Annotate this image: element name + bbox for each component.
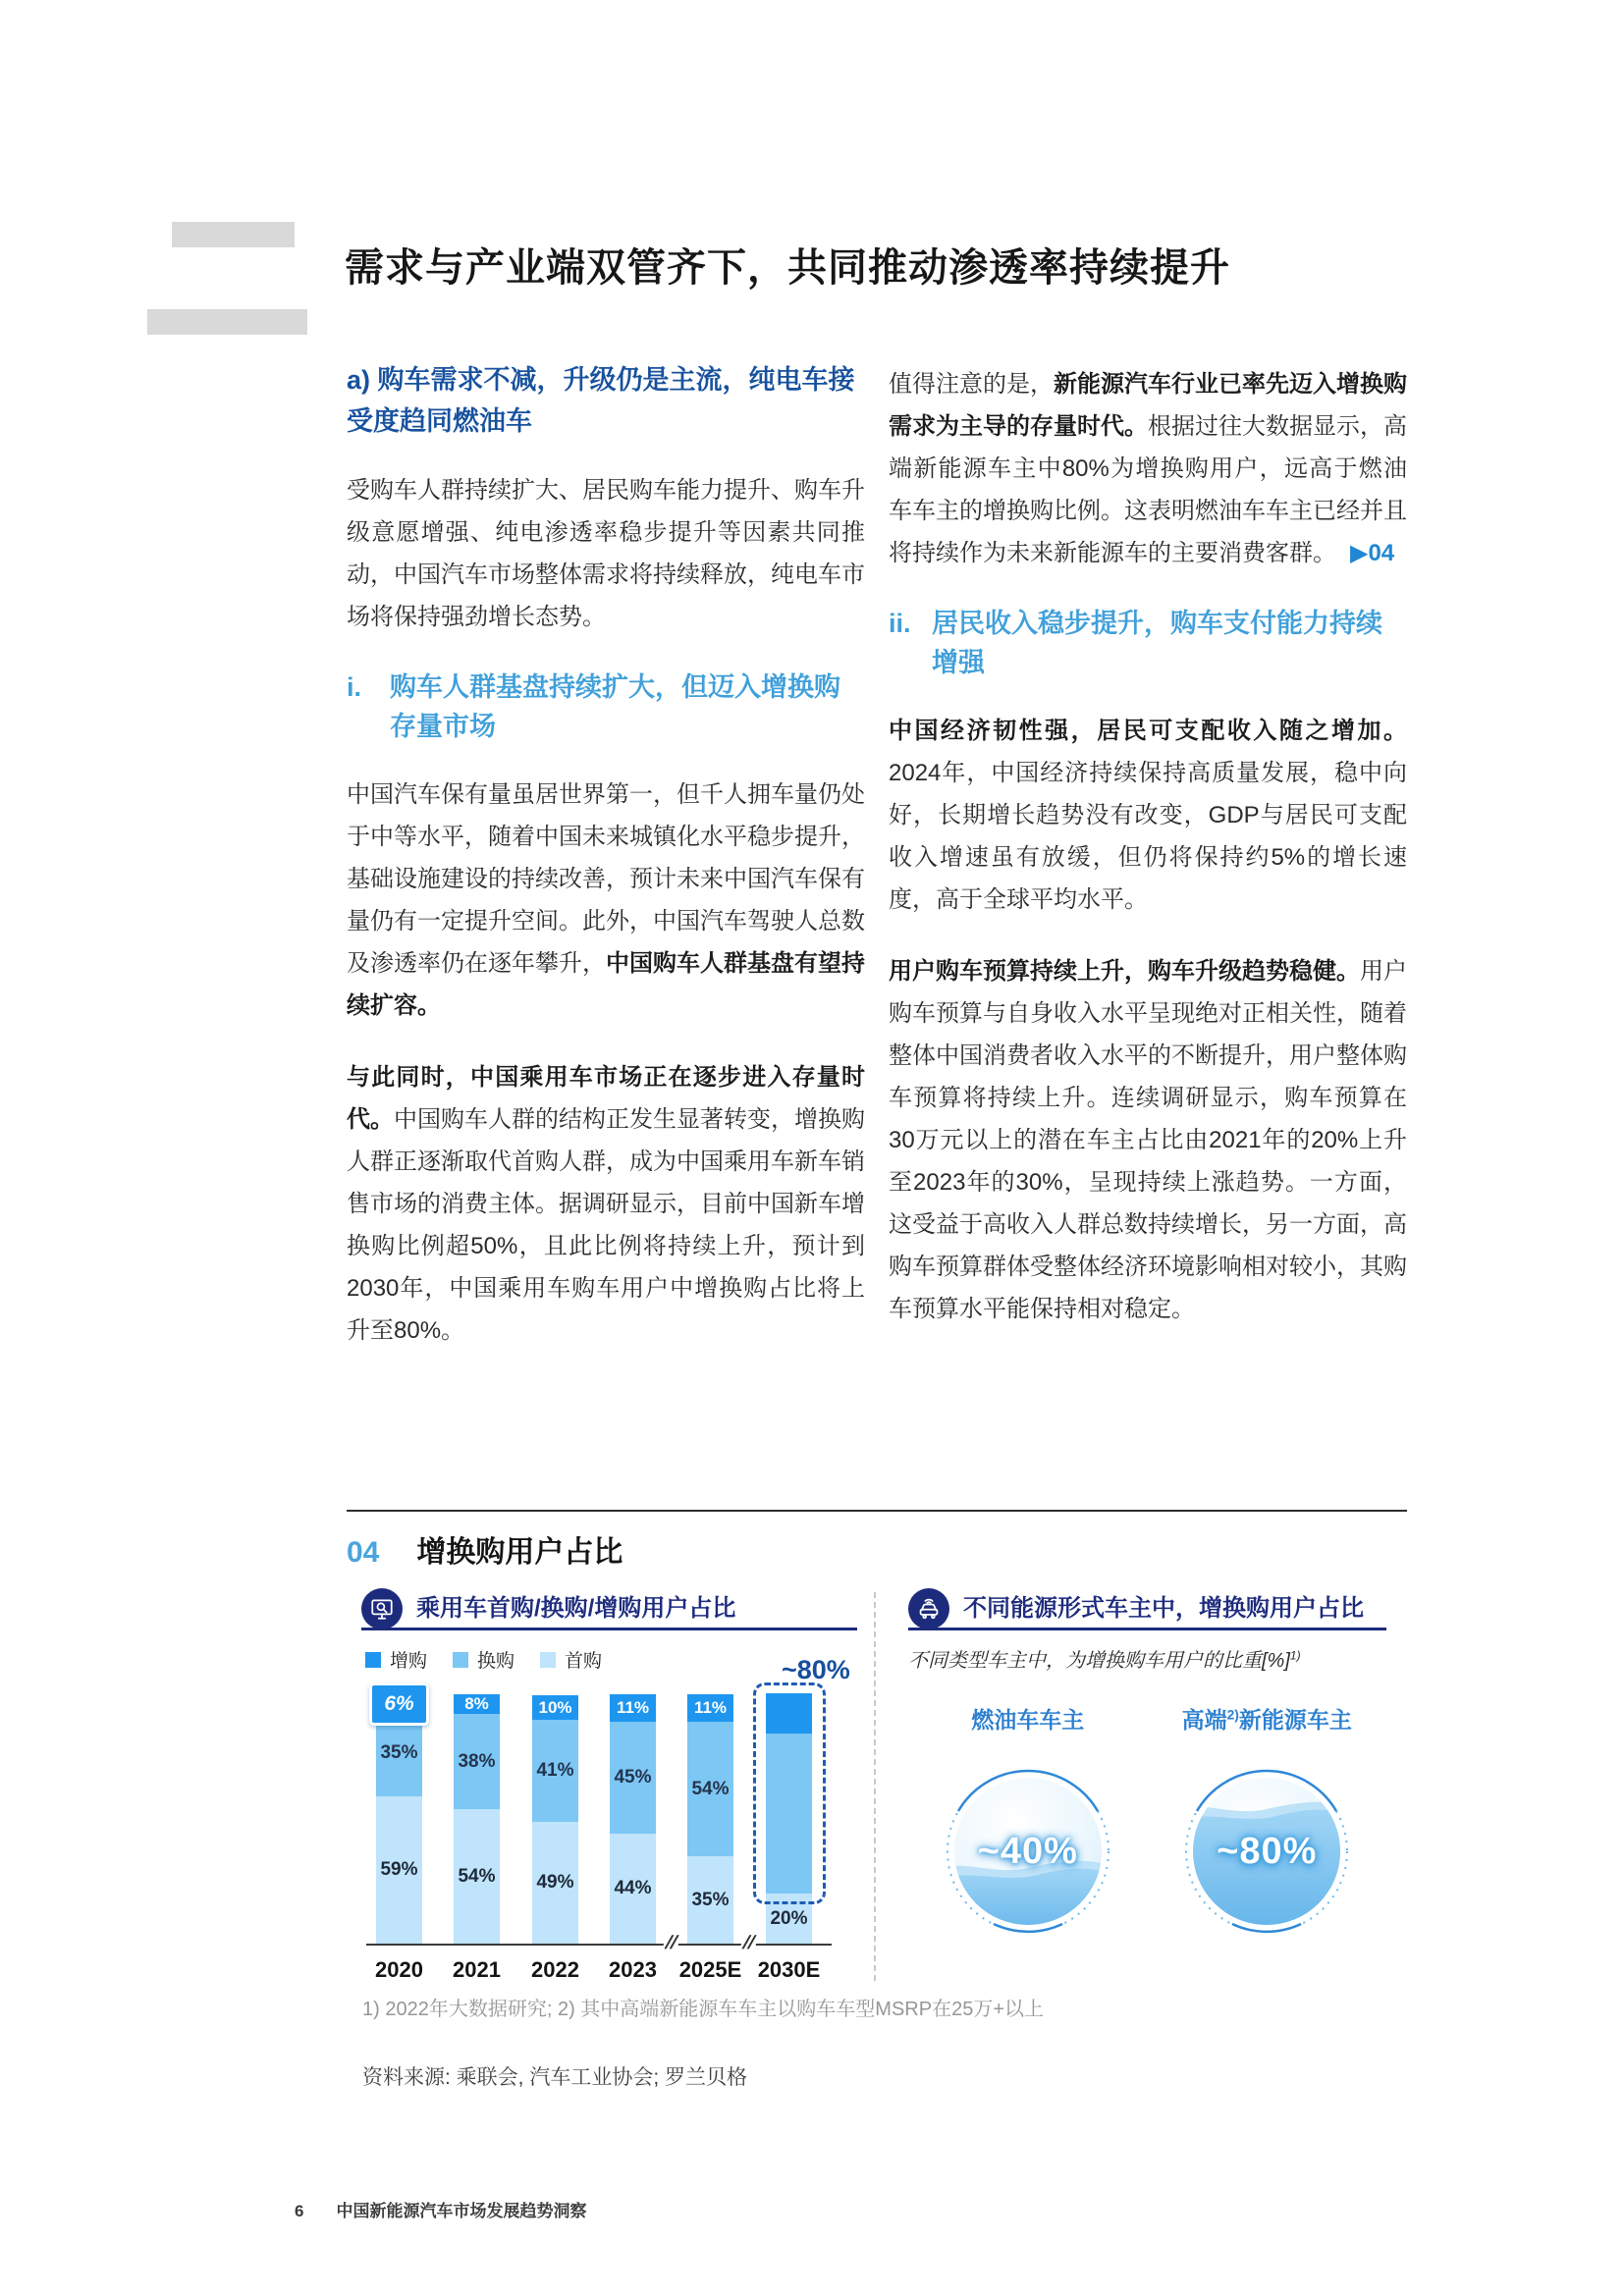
source-line: 资料来源: 乘联会, 汽车工业协会; 罗兰贝格 xyxy=(362,2066,748,2089)
exhibit-number: 04 xyxy=(347,1536,380,1569)
footer-doc-title: 中国新能源汽车市场发展趋势洞察 xyxy=(336,2202,587,2220)
bar-segment-首购 xyxy=(454,1809,500,1944)
paragraph-i-2: 与此同时，中国乘用车市场正在逐步进入存量时代。中国购车人群的结构正发生显著转变，增换购人群正逐渐取代首购人群，成为中国乘用车新车销售市场的消费主体。据调研显示，目前中国新车增换购比例超50%，且此比例将持续上升，预计到2030年，中国乘用车购车用户中增换购占比将上升至80%。 xyxy=(347,1064,865,1344)
panel-header xyxy=(908,1590,1386,1630)
chart-title: 乘用车首购/换购/增购用户占比 xyxy=(416,1595,736,1622)
legend-label: 增购 xyxy=(390,1651,428,1672)
legend-swatch xyxy=(365,1652,381,1668)
paragraph-ii-2: 用户购车预算持续上升，购车升级趋势稳健。用户购车预算与自身收入水平呈现绝对正相关性，随着整体中国消费者收入水平的不断提升，用户整体购车预算将持续上升。连续调研显示，购车预算在30万元以上的潜在车主占比由2021年的20%上升至2023年的30%，呈现持续上涨趋势。一方面，这受益于高收入人群总数持续增长，另一方面，高购车预算群体受整体经济环境影响相对较小，其购车预算水平能保持相对稳定。 xyxy=(889,958,1407,1322)
bar-segment-换购 xyxy=(532,1720,578,1822)
x-axis-label: 2020 xyxy=(375,1957,423,1982)
monitor-magnifier-icon xyxy=(361,1588,403,1629)
exhibit-title: 增换购用户占比 xyxy=(416,1536,623,1569)
right-text-column xyxy=(889,363,1407,1360)
legend-item xyxy=(365,1646,427,1673)
bar-segment-换购 xyxy=(687,1722,733,1856)
legend-swatch xyxy=(453,1652,468,1668)
left-text-column xyxy=(347,359,865,1381)
value-label: 10% xyxy=(538,1697,572,1717)
paragraph-intro: 受购车人群持续扩大、居民购车能力提升、购车升级意愿增强、纯电渗透率稳步提升等因素共同推动，中国汽车市场整体需求将持续释放，纯电车市场将保持强劲增长态势。 xyxy=(347,477,865,630)
x-axis-label: 2030E xyxy=(757,1957,821,1982)
chart-subtitle: 不同类型车主中，为增换购车用户的比重[%]$^{1)}$ xyxy=(908,1648,1301,1672)
value-label: 49% xyxy=(536,1872,574,1893)
gauge-group xyxy=(1148,1702,1387,1935)
subsection-heading-i xyxy=(347,667,865,746)
gauge-label: 高端$^{2)}$新能源车主 xyxy=(1181,1707,1352,1733)
exhibit-header xyxy=(347,1527,623,1571)
water-sphere-gauge xyxy=(1183,1768,1350,1935)
page-title: 需求与产业端双管齐下，共同推动渗透率持续提升 xyxy=(345,245,1230,290)
car-network-icon xyxy=(908,1588,949,1629)
value-label: 35% xyxy=(691,1889,730,1910)
x-axis-label: 2022 xyxy=(531,1957,579,1982)
value-label: 54% xyxy=(691,1778,730,1799)
section-divider-line xyxy=(347,1510,1407,1512)
subsection-heading-ii xyxy=(889,604,1407,682)
value-label: 38% xyxy=(458,1750,496,1772)
axis-break-mark: // xyxy=(662,1933,679,1954)
bar-segment-首购 xyxy=(687,1856,733,1944)
bar-segment-增购 xyxy=(532,1695,578,1720)
value-label: 41% xyxy=(536,1760,574,1781)
footnote: 1) 2022年大数据研究; 2) 其中高端新能源车车主以购车车型MSRP在25万+以上 xyxy=(362,1999,1044,2020)
page-footer xyxy=(295,2197,586,2221)
gauge-label: 燃油车车主 xyxy=(971,1707,1085,1733)
legend-label: 换购 xyxy=(477,1651,515,1672)
bar-2020 xyxy=(376,1694,422,1944)
bar-segment-首购 xyxy=(532,1822,578,1944)
annotation-dashed-box xyxy=(753,1682,826,1904)
gauge-value: ~80% xyxy=(1217,1830,1318,1872)
x-axis-label: 2025E xyxy=(678,1957,742,1982)
value-label: 11% xyxy=(693,1698,728,1717)
bar-2021 xyxy=(454,1694,500,1944)
x-axis-label: 2023 xyxy=(609,1957,657,1982)
legend-item xyxy=(540,1646,602,1673)
bar-segment-首购 xyxy=(376,1796,422,1944)
bar-segment-增购 xyxy=(376,1692,422,1715)
value-label: 59% xyxy=(380,1859,418,1880)
water-sphere-gauge xyxy=(945,1768,1111,1935)
highlight-value-tag: 6% xyxy=(369,1682,429,1726)
stacked-bar-chart-panel xyxy=(361,1590,857,1987)
section-heading-a: a) 购车需求不减，升级仍是主流，纯电车接受度趋同燃油车 xyxy=(347,365,855,436)
decorative-gray-bar xyxy=(172,222,295,247)
axis-break-mark: // xyxy=(739,1933,757,1954)
bar-segment-增购 xyxy=(454,1694,500,1714)
value-label: 11% xyxy=(616,1698,650,1717)
panel-divider xyxy=(874,1592,876,1981)
paragraph-ii-1: 中国经济韧性强，居民可支配收入随之增加。2024年，中国经济持续保持高质量发展，稳中向好，长期增长趋势没有改变，GDP与居民可支配收入增速虽有放缓，但仍将保持约5%的增长速度，高于全球平均水平。 xyxy=(889,718,1407,913)
bar-2025E xyxy=(687,1694,733,1944)
bar-segment-换购 xyxy=(610,1722,656,1834)
panel-header xyxy=(361,1590,857,1630)
bar-segment-增购 xyxy=(610,1694,656,1722)
x-axis-label: 2021 xyxy=(453,1957,501,1982)
subsection-title: 居民收入稳步提升，购车支付能力持续增强 xyxy=(932,609,1382,677)
gauge-circles-panel xyxy=(908,1590,1386,1935)
value-label: 44% xyxy=(614,1878,652,1898)
x-axis-labels xyxy=(361,1957,857,1987)
paragraph-note: 值得注意的是，新能源汽车行业已率先迈入增换购需求为主导的存量时代。根据过往大数据显示，高端新能源车主中80%为增换购用户，远高于燃油车车主的增换购比例。这表明燃油车车主已经并且将持续作为未来新能源车的主要消费客群。 ▶04 xyxy=(889,371,1407,566)
subsection-number: i. xyxy=(347,672,362,702)
decorative-gray-bar xyxy=(147,309,307,335)
chart-title: 不同能源形式车主中，增换购用户占比 xyxy=(963,1595,1364,1622)
legend-item xyxy=(453,1646,514,1673)
bar-2022 xyxy=(532,1695,578,1944)
subsection-number: ii. xyxy=(889,609,911,638)
value-label: 8% xyxy=(464,1694,489,1713)
x-axis-line xyxy=(366,1944,832,1946)
bar-segment-增购 xyxy=(687,1694,733,1722)
value-label: 54% xyxy=(458,1865,496,1887)
annotation-label: ~80% xyxy=(782,1655,850,1684)
bar-segment-首购 xyxy=(610,1834,656,1944)
page-number: 6 xyxy=(295,2202,304,2220)
value-label: 45% xyxy=(614,1767,652,1788)
value-label: 35% xyxy=(380,1741,418,1763)
value-label: 20% xyxy=(770,1907,808,1929)
gauge-group xyxy=(908,1702,1148,1935)
gauge-circles xyxy=(908,1702,1386,1935)
bar-segment-换购 xyxy=(454,1714,500,1809)
paragraph-i-1: 中国汽车保有量虽居世界第一，但千人拥车量仍处于中等水平，随着中国未来城镇化水平稳步提升，基础设施建设的持续改善，预计未来中国汽车保有量仍有一定提升空间。此外，中国汽车驾驶人总数及渗透率仍在逐年攀升，中国购车人群基盘有望持续扩容。 xyxy=(347,781,865,1019)
bar-2023 xyxy=(610,1694,656,1944)
legend-label: 首购 xyxy=(565,1651,603,1672)
subsection-title: 购车人群基盘持续扩大，但迈入增换购存量市场 xyxy=(390,672,840,741)
gauge-value: ~40% xyxy=(977,1830,1078,1872)
legend-swatch xyxy=(540,1652,556,1668)
